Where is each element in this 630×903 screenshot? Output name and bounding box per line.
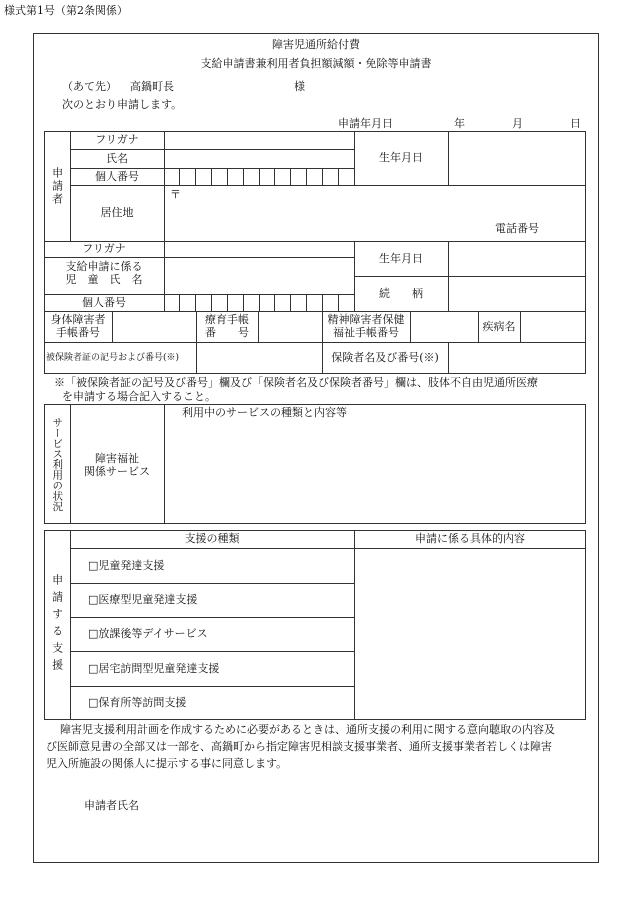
applicant-number-label: 個人番号 — [95, 169, 139, 183]
phone-label: 電話番号 — [495, 222, 539, 235]
child-name-label — [44, 260, 164, 294]
mental-cert-label — [322, 313, 410, 339]
consent-line1: 障害児支援利用計画を作成するために必要があるときは、通所支援の利用に関する意向聴取の内容及 — [60, 723, 555, 736]
therapy-cert-label — [196, 313, 258, 339]
support-item-after-school-day-service[interactable]: □放課後等デイサービス — [88, 627, 208, 641]
title-line1: 障害児通所給付費 — [272, 38, 360, 51]
applicant-name-label: 氏名 — [106, 151, 128, 165]
applicant-address-label: 居住地 — [100, 206, 134, 220]
postal-mark: 〒 — [170, 188, 181, 201]
day-label: 日 — [570, 117, 581, 130]
service-category-label — [70, 452, 164, 478]
addressee-name: 高鍋町長 — [130, 80, 174, 93]
therapy-cert-line1: 療育手帳 — [205, 313, 249, 326]
child-number-label: 個人番号 — [82, 295, 126, 309]
note-line2: を申請する場合記入すること。 — [62, 390, 216, 403]
year-label: 年 — [454, 117, 465, 130]
form-number: 様式第1号（第2条関係） — [4, 4, 128, 17]
mental-cert-line1: 精神障害者保健 — [327, 313, 405, 326]
support-detail-header: 申請に係る具体的内容 — [415, 532, 525, 546]
support-type-header: 支援の種類 — [184, 532, 240, 546]
month-label: 月 — [512, 117, 523, 130]
child-relation-label: 続 柄 — [379, 286, 423, 300]
intro-text: 次のとおり申請します。 — [62, 98, 183, 111]
mental-cert-line2: 福祉手帳番号 — [333, 326, 399, 340]
disability-cert-line2: 手帳番号 — [56, 326, 100, 340]
disability-cert-line1: 身体障害者 — [50, 313, 106, 326]
service-content-header: 利用中のサービスの種類と内容等 — [182, 406, 347, 419]
child-name-line1: 支給申請に係る — [65, 260, 143, 273]
applicant-birthdate-label: 生年月日 — [379, 151, 423, 165]
support-item-home-visit-development[interactable]: □居宅訪問型児童発達支援 — [88, 661, 220, 675]
date-label: 申請年月日 — [338, 117, 393, 130]
consent-line3: 児入所施設の関係人に提示する事に同意します。 — [46, 757, 288, 770]
disability-cert-label — [44, 313, 112, 339]
note-line1: ※「被保険者証の記号及び番号」欄及び「保険者名及び保険者番号」欄は、肢体不自由児通所医療 — [54, 376, 538, 389]
service-category-line1: 障害福祉 — [95, 452, 139, 465]
title-line2: 支給申請書兼利用者負担額減額・免除等申請書 — [200, 57, 432, 70]
applicant-furigana-label: フリガナ — [95, 133, 139, 147]
addressee-prefix: （あて先） — [62, 80, 117, 93]
child-furigana-label: フリガナ — [82, 242, 126, 256]
child-name-line2: 児 童 氏 名 — [65, 273, 143, 287]
support-item-medical-child-development[interactable]: □医療型児童発達支援 — [88, 593, 198, 607]
support-item-nursery-visit[interactable]: □保育所等訪問支援 — [88, 696, 187, 710]
signature-label: 申請者氏名 — [84, 799, 139, 812]
consent-line2: び医師意見書の全部又は一部を、高鍋町から指定障害児相談支援事業者、通所支援事業者若しくは障害 — [46, 740, 552, 753]
child-birthdate-label: 生年月日 — [379, 251, 423, 265]
service-vertical-label: サービス利用の状況 — [51, 416, 64, 512]
service-category-line2: 関係サービス — [84, 465, 150, 479]
insurer-label: 保険者名及び番号(※) — [331, 351, 439, 365]
applicant-group-label: 申請者 — [50, 166, 64, 206]
addressee-suffix: 様 — [294, 80, 305, 93]
therapy-cert-line2: 番 号 — [205, 326, 249, 340]
support-vertical-label: 申請する支援 — [50, 574, 64, 676]
support-item-child-development[interactable]: □児童発達支援 — [88, 558, 165, 572]
insured-cert-label: 被保険者証の記号および番号(※) — [46, 352, 180, 363]
disease-label: 疾病名 — [482, 319, 516, 333]
